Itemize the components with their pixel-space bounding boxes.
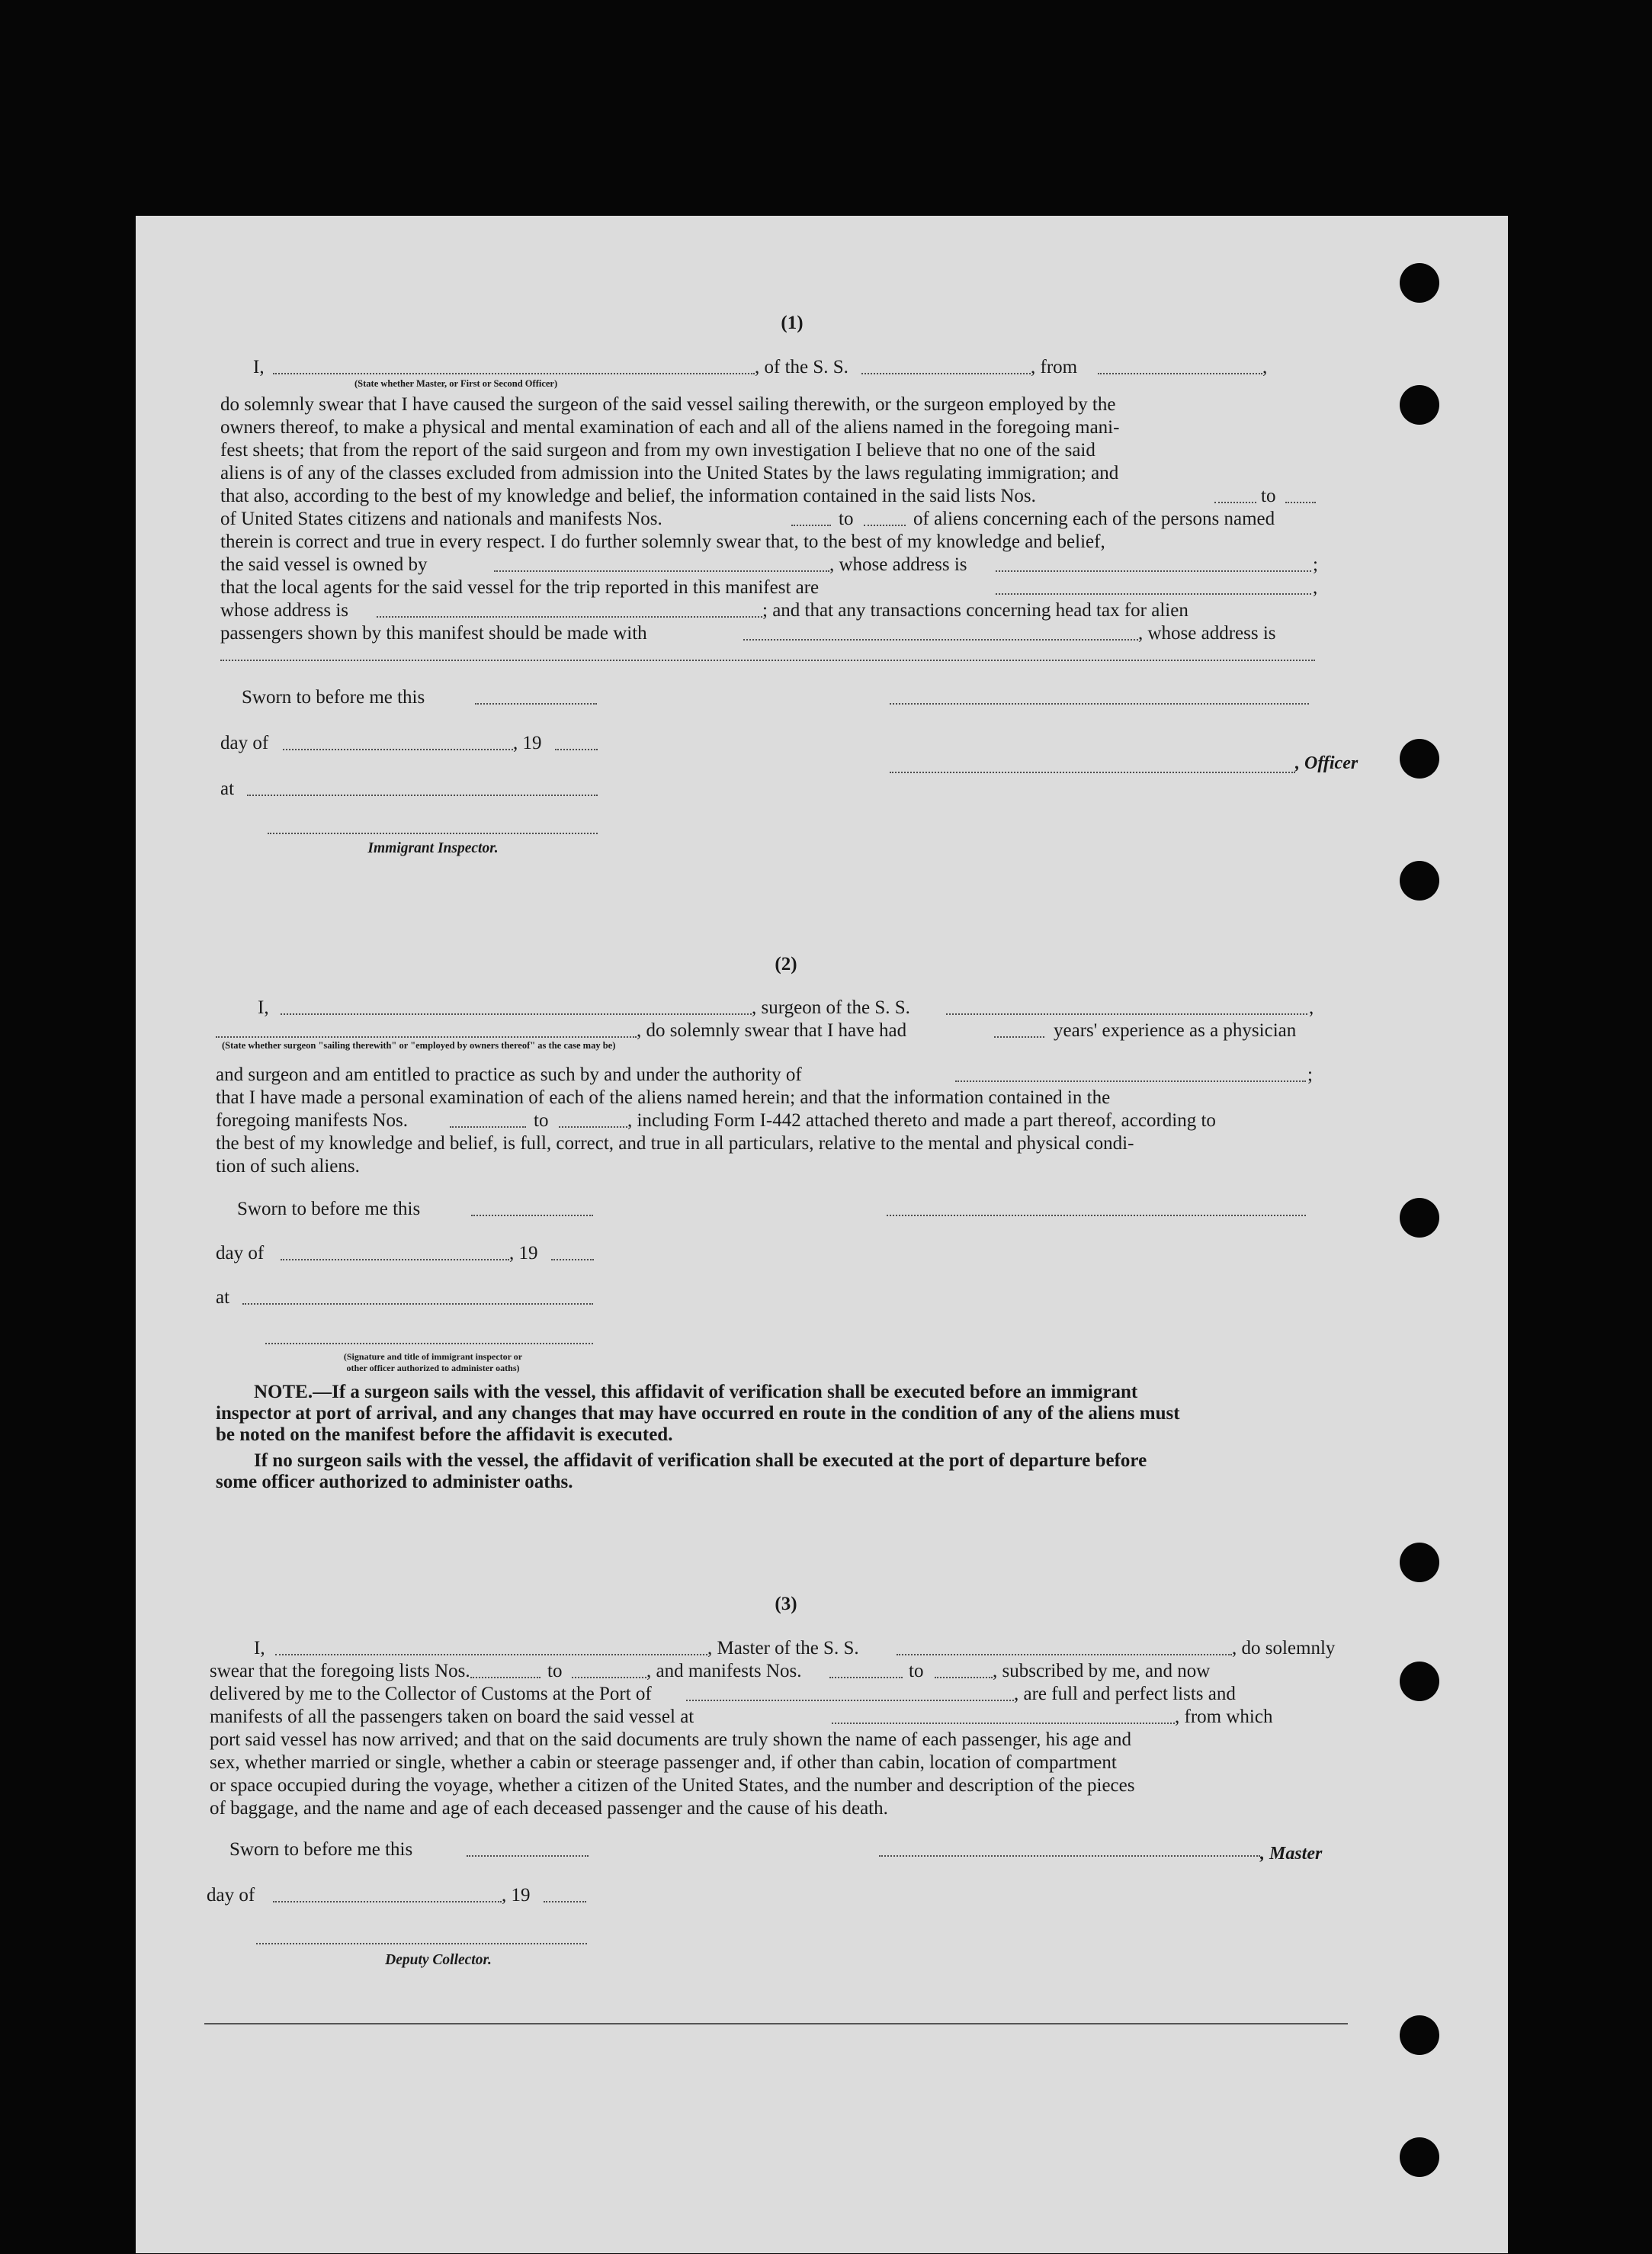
s3-line4: port said vessel has now arrived; and that on the said documents are truly shown the name of each passenger, his age and [210,1729,1132,1750]
s3-line2a: delivered by me to the Collector of Customs at the Port of [210,1684,652,1704]
s2-authority-blank [955,1080,1306,1082]
s3-line0c: , do solemnly [1232,1638,1336,1658]
s3-manifests-from-blank [829,1677,903,1678]
s1-agents-address-blank [377,616,762,618]
s1-sworn-blank [475,703,597,705]
s1-line6a: of United States citizens and nationals and manifests Nos. [220,509,662,529]
s1-year-label: , 19 [513,733,542,753]
s1-line8b: , whose address is [829,554,967,575]
s2-line5: the best of my knowledge and belief, is full, correct, and true in all particulars, relative to the mental and physical condi- [216,1133,1134,1154]
s2-line4a: foregoing manifests Nos. [216,1110,409,1131]
s2-vessel-blank [946,1013,1307,1015]
s3-line5: sex, whether married or single, whether a cabin or steerage passenger and, if other than cabin, location of compartment [210,1752,1117,1773]
s1-line0b: , of the S. S. [755,357,848,377]
s3-master-name-blank [275,1654,707,1655]
s2-signature-caption-2: other officer authorized to administer oaths) [346,1363,520,1373]
s2-sworn-label: Sworn to before me this [237,1199,421,1219]
s2-note-line4: If no surgeon sails with the vessel, the affidavit of verification shall be executed at the port of departure before [254,1450,1147,1471]
s1-inspector-signature-line [268,833,598,834]
s1-line7: therein is correct and true in every respect. I do further solemnly swear that, to the best of my knowledge and belief, [220,531,1105,552]
s1-line8c: ; [1313,554,1318,575]
s2-status-caption: (State whether surgeon "sailing therewith" or "employed by owners thereof" as the case may be) [222,1040,616,1051]
s1-manifests-from-blank [791,525,831,526]
s1-address-continued-blank [220,660,1315,661]
s3-master-label: , Master [1260,1844,1323,1864]
s1-lists-from-blank [1214,502,1256,503]
section-3-number: (3) [775,1594,797,1614]
s2-line4b: to [534,1110,549,1131]
s1-line5a: that also, according to the best of my knowledge and belief, the information contained in the said lists Nos. [220,486,1036,506]
s1-officer-label: , Officer [1295,753,1358,773]
s2-day-blank [281,1259,509,1260]
s3-line2b: , are full and perfect lists and [1014,1684,1236,1704]
s2-years-blank [994,1036,1044,1038]
s3-line0a: I, [254,1638,265,1658]
s2-line0b: , surgeon of the S. S. [752,997,910,1018]
s2-year-blank [551,1259,594,1260]
s2-line2b: ; [1307,1064,1313,1085]
binder-hole [1400,1543,1439,1582]
s1-dayof-label: day of [220,733,269,753]
s3-dayof-label: day of [207,1885,255,1906]
s3-master-signature-line [879,1855,1260,1857]
s1-at-blank [247,795,598,796]
s2-line4c: , including Form I-442 attached thereto and made a part thereof, according to [627,1110,1216,1131]
s2-line3: that I have made a personal examination of each of the aliens named herein; and that the information contained in the [216,1087,1111,1108]
s2-dayof-label: day of [216,1243,265,1263]
bottom-rule [204,2023,1348,2024]
s3-lists-from-blank [470,1677,541,1678]
s1-manifests-to-blank [864,525,906,526]
s2-note-line5: some officer authorized to administer oaths. [216,1472,573,1492]
s2-manifests-from-blank [450,1126,526,1128]
s3-line1e: , subscribed by me, and now [993,1661,1211,1681]
s2-at-label: at [216,1287,230,1308]
s3-line0b: , Master of the S. S. [707,1638,859,1658]
s1-day-blank [283,749,513,750]
s2-line1b: years' experience as a physician [1054,1020,1297,1041]
s2-at-blank [242,1303,593,1305]
s1-agents-blank [996,593,1311,595]
s1-line11b: , whose address is [1138,623,1276,644]
binder-hole [1400,2137,1439,2177]
binder-hole [1400,385,1439,425]
s1-line5b: to [1261,486,1276,506]
s2-surgeon-name-blank [281,1013,752,1015]
s1-year-blank [555,749,598,750]
s2-line0a: I, [258,997,269,1018]
s3-year-label: , 19 [502,1885,531,1906]
s1-line10a: whose address is [220,600,349,621]
s2-line1a: , do solemnly swear that I have had [637,1020,907,1041]
s2-surgeon-signature-line [887,1215,1306,1216]
s2-manifests-to-blank [559,1126,627,1128]
s3-collector-label: Deputy Collector. [385,1952,492,1968]
s1-owner-address-blank [996,570,1311,572]
s2-sworn-blank [471,1215,593,1216]
s3-line1d: to [909,1661,924,1681]
s1-sworn-label: Sworn to before me this [242,687,425,708]
s3-year-blank [544,1901,586,1902]
s2-note-line3: be noted on the manifest before the affidavit is executed. [216,1424,673,1445]
binder-hole [1400,2015,1439,2055]
s1-line11a: passengers shown by this manifest should be made with [220,623,647,644]
binder-hole [1400,1662,1439,1701]
s3-day-blank [273,1901,502,1902]
s2-status-blank [216,1036,637,1038]
s2-line6: tion of such aliens. [216,1156,360,1177]
s1-line3: fest sheets; that from the report of the said surgeon and from my own investigation I believe that no one of the said [220,440,1095,461]
s1-line0c: , from [1031,357,1078,377]
s3-port-blank [686,1700,1014,1701]
s1-inspector-label: Immigrant Inspector. [367,840,499,856]
section-1-number: (1) [781,313,804,333]
s1-at-label: at [220,779,235,799]
s3-line3a: manifests of all the passengers taken on board the said vessel at [210,1707,694,1727]
binder-hole [1400,861,1439,901]
s1-from-blank [1098,373,1262,374]
s2-line2a: and surgeon and am entitled to practice as such by and under the authority of [216,1064,802,1085]
s3-vessel-blank [897,1654,1232,1655]
s1-line1: do solemnly swear that I have caused the surgeon of the said vessel sailing therewith, or the surgeon employed by the [220,394,1116,415]
s1-owner-blank [494,570,829,572]
s1-line6b: to [839,509,854,529]
s3-collector-signature-line [256,1943,587,1944]
s3-sworn-label: Sworn to before me this [229,1839,413,1860]
s1-line0d: , [1262,357,1268,377]
s1-officer-signature-line [890,703,1309,705]
binder-hole [1400,1198,1439,1238]
s2-inspector-signature-line [265,1343,593,1344]
section-2-number: (2) [775,954,797,974]
s3-manifests-to-blank [935,1677,993,1678]
s1-line10b: ; and that any transactions concerning head tax for alien [762,600,1188,621]
s3-line1c: , and manifests Nos. [646,1661,802,1681]
s3-line1b: to [547,1661,563,1681]
s1-officer-title-line [890,772,1295,773]
s3-boarding-port-blank [832,1723,1175,1724]
s1-line9b: , [1313,577,1318,598]
s3-line7: of baggage, and the name and age of each deceased passenger and the cause of his death. [210,1798,888,1819]
s1-line0a: I, [253,357,265,377]
s1-line8a: the said vessel is owned by [220,554,428,575]
s3-line6: or space occupied during the voyage, whether a citizen of the United States, and the number and description of the pieces [210,1775,1135,1796]
s3-line3b: , from which [1175,1707,1273,1727]
s2-signature-caption-1: (Signature and title of immigrant inspector or [343,1351,523,1362]
s1-officer-name-blank [273,373,755,374]
s1-officer-caption: (State whether Master, or First or Second Officer) [354,378,558,389]
s1-line6c: of aliens concerning each of the persons named [913,509,1275,529]
s1-line4: aliens is of any of the classes excluded from admission into the United States by the laws regulating immigration; and [220,463,1119,483]
s1-line9a: that the local agents for the said vessel for the trip reported in this manifest are [220,577,820,598]
s2-year-label: , 19 [509,1243,538,1263]
s1-line2: owners thereof, to make a physical and mental examination of each and all of the aliens named in the foregoing mani- [220,417,1120,438]
binder-hole [1400,739,1439,779]
s2-note-line2: inspector at port of arrival, and any changes that may have occurred en route in the condition of any of the aliens must [216,1403,1180,1424]
binder-hole [1400,263,1439,303]
s3-sworn-blank [467,1855,589,1857]
manifest-form-page [136,216,1508,2253]
s1-head-tax-blank [743,639,1138,641]
s3-line1a: swear that the foregoing lists Nos. [210,1661,470,1681]
s2-note-line1: NOTE.—If a surgeon sails with the vessel, this affidavit of verification shall be executed before an immigrant [254,1382,1138,1402]
s2-line0c: , [1309,997,1314,1018]
s1-lists-to-blank [1285,502,1316,503]
s3-lists-to-blank [572,1677,646,1678]
s1-vessel-blank [861,373,1031,374]
